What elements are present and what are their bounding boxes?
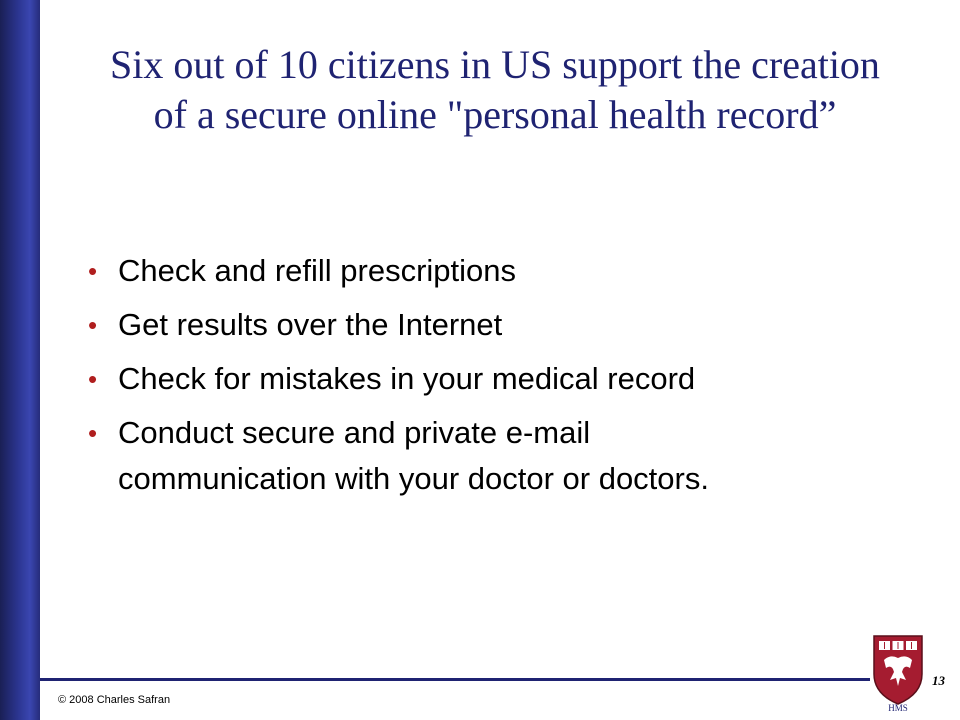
bullet-item <box>88 356 888 402</box>
bullet-marker: • <box>88 256 98 286</box>
bullet-text: Get results over the Internet <box>118 307 503 342</box>
bullet-item <box>88 302 888 348</box>
title-line-2: of a secure online "personal health record” <box>153 92 837 137</box>
bullet-text-line-2: communication with your doctor or doctors. <box>118 461 709 496</box>
bullet-marker: • <box>88 364 98 394</box>
title-line-1: Six out of 10 citizens in US support the creation <box>110 42 880 87</box>
bullet-text: Check and refill prescriptions <box>118 253 517 288</box>
slide-title <box>60 40 930 140</box>
bullet-marker: • <box>88 310 98 340</box>
bullet-marker: • <box>88 418 98 448</box>
logo-label: HMS <box>888 703 908 712</box>
bullet-text-line-1: Conduct secure and private e-mail <box>118 415 591 450</box>
page-number: 13 <box>932 673 945 688</box>
left-sidebar-band <box>0 0 40 720</box>
bullet-text: Check for mistakes in your medical record <box>118 361 696 396</box>
bullet-item <box>88 410 888 502</box>
harvard-shield-icon <box>872 634 924 712</box>
footer-divider <box>40 678 870 681</box>
bullet-item <box>88 248 888 294</box>
footer-copyright: © 2008 Charles Safran <box>58 694 171 706</box>
bullet-list <box>88 248 888 510</box>
